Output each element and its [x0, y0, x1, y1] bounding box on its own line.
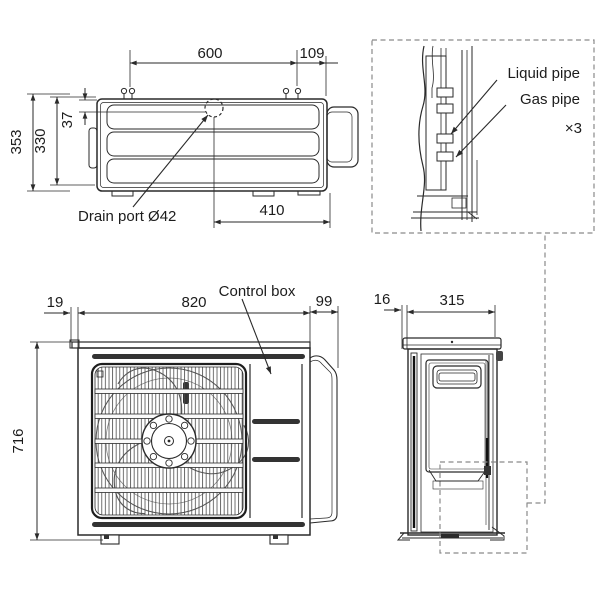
side-front-edge-strip: [411, 353, 417, 531]
side-handle-recess: [433, 366, 481, 388]
dim-front-height: 716: [10, 428, 27, 454]
liquid-pipe-leader: [451, 80, 497, 134]
side-handle-top: [89, 128, 97, 168]
top-view-body: [97, 99, 327, 191]
pipe-fitting: [437, 104, 453, 113]
dim-side-depth: 315: [439, 292, 465, 309]
dim-top-depth-total: 353: [8, 129, 25, 155]
pipe-fitting: [437, 88, 453, 97]
side-view: [384, 305, 527, 553]
pipe-cover-top: [327, 107, 358, 167]
dim-side-overhang: 16: [373, 291, 391, 308]
gas-pipe-label: Gas pipe: [519, 91, 580, 108]
dim-front-right: 99: [315, 293, 333, 310]
anchor-bolts: [121, 88, 300, 99]
dim-lines-side: [384, 305, 495, 349]
dim-drain-to-edge: 410: [259, 202, 285, 219]
dashed-callout-rect: [440, 462, 527, 553]
drain-port-label: Drain port Ø42: [78, 208, 177, 225]
dim-top-width: 600: [197, 45, 223, 62]
front-view: [30, 299, 338, 544]
pipe-multiplier-label: ×3: [564, 120, 582, 137]
top-view: [27, 50, 358, 228]
pipe-fitting: [437, 134, 453, 143]
control-box-panel: [250, 364, 302, 518]
dim-front-width: 820: [181, 294, 207, 311]
control-box-leader: [242, 299, 271, 374]
dim-drain-offset: 37: [59, 111, 76, 129]
control-box-label: Control box: [218, 283, 296, 300]
side-clip-tab: [496, 351, 503, 361]
front-view-feet: [101, 535, 288, 544]
side-top-cap: [403, 338, 501, 349]
dim-top-right: 109: [299, 45, 325, 62]
callout-connector: [527, 233, 545, 503]
dim-top-depth-body: 330: [32, 128, 49, 154]
side-service-panel: [426, 360, 488, 472]
pipe-fitting: [437, 152, 453, 161]
gas-pipe-leader: [456, 105, 506, 157]
fan-hub: [142, 414, 196, 468]
liquid-pipe-label: Liquid pipe: [507, 65, 580, 82]
dim-front-overhang-left: 19: [46, 294, 64, 311]
front-top-panel: [72, 342, 310, 348]
pipe-cover-front: [310, 356, 337, 523]
